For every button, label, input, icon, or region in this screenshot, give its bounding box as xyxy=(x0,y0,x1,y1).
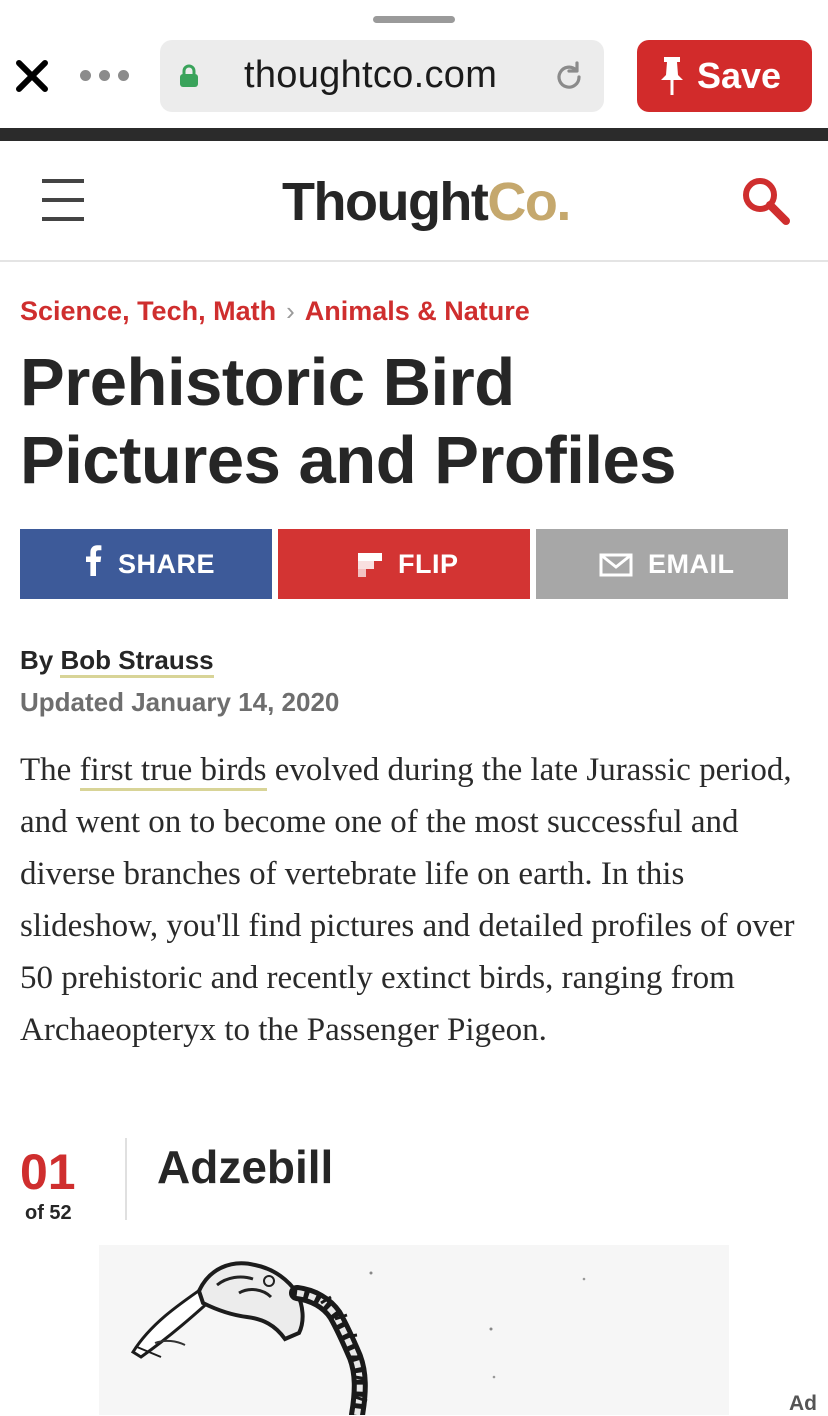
share-facebook-button[interactable] xyxy=(20,529,272,599)
menu-icon[interactable] xyxy=(42,179,84,221)
logo-text-thought: Thought xyxy=(282,172,488,232)
slide-title: Adzebill xyxy=(157,1141,334,1193)
adzebill-skull-illustration[interactable] xyxy=(99,1245,729,1415)
slide-number: 01 xyxy=(20,1144,76,1200)
slide-total: of 52 xyxy=(25,1202,72,1224)
first-true-birds-link[interactable]: first true birds xyxy=(80,752,267,791)
share-label: SHARE xyxy=(118,549,216,579)
facebook-icon xyxy=(84,544,102,583)
lock-icon xyxy=(178,64,200,88)
address-bar[interactable] xyxy=(160,40,604,112)
url-text: thoughtco.com xyxy=(244,54,498,96)
chevron-right-icon: › xyxy=(286,296,295,326)
email-icon xyxy=(599,553,633,584)
byline-prefix: By xyxy=(20,645,54,675)
site-logo[interactable] xyxy=(282,171,570,233)
breadcrumb xyxy=(20,296,530,327)
intro-text-rest: evolved during the late Jurassic period, and went on to become one of the most successful and diverse branches of vertebrate life on earth. In this slideshow, you'll find pictures and detailed profiles of over 50 prehistoric and recently extinct birds, ranging from Archaeopteryx to the Passenger Pigeon. xyxy=(20,752,795,1048)
save-button[interactable] xyxy=(637,40,812,112)
email-label: EMAIL xyxy=(648,549,735,579)
byline xyxy=(20,645,214,676)
slide-divider xyxy=(125,1138,127,1220)
site-header xyxy=(0,141,828,262)
page-title xyxy=(20,344,810,500)
close-icon[interactable] xyxy=(14,58,50,94)
title-line-2: Pictures and Profiles xyxy=(20,423,676,498)
breadcrumb-item-science[interactable]: Science, Tech, Math xyxy=(20,296,277,326)
updated-date: Updated January 14, 2020 xyxy=(20,687,340,717)
more-icon[interactable] xyxy=(80,68,130,84)
sheet-drag-handle[interactable] xyxy=(373,16,455,23)
reload-icon[interactable] xyxy=(552,60,586,94)
author-link[interactable]: Bob Strauss xyxy=(60,645,213,678)
intro-paragraph xyxy=(20,744,820,1056)
flip-button[interactable] xyxy=(278,529,530,599)
flipboard-icon xyxy=(358,553,382,584)
browser-toolbar xyxy=(0,0,828,128)
intro-text-start: The xyxy=(20,752,80,788)
flip-label: FLIP xyxy=(398,549,459,579)
logo-text-co: Co. xyxy=(487,172,570,232)
toolbar-divider xyxy=(0,128,828,141)
search-icon[interactable] xyxy=(740,175,792,227)
save-label: Save xyxy=(697,55,782,96)
breadcrumb-item-animals[interactable]: Animals & Nature xyxy=(304,296,530,326)
email-button[interactable] xyxy=(536,529,788,599)
pin-icon xyxy=(659,55,685,97)
ad-label: Ad xyxy=(789,1392,817,1415)
title-line-1: Prehistoric Bird xyxy=(20,345,515,420)
